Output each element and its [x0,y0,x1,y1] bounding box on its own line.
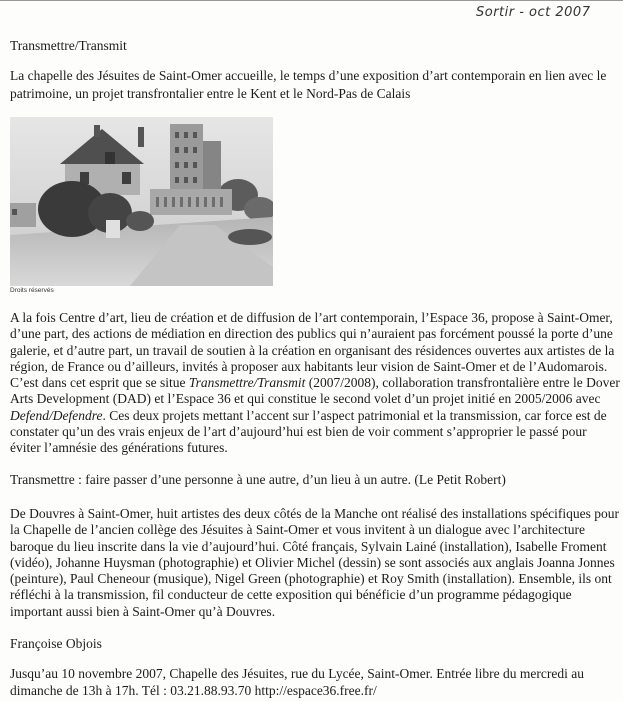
body1-text-b: (2007/2008), collaboration transfrontalière entre le Dover Arts Development (DAD) et l’Espace 36 et qui constitue le second volet d’un projet initié en 2005/2006 avec [10,375,620,407]
body1-text-a: A la fois Centre d’art, lieu de création et de diffusion de l’art contemporain, l’Espace 36, propose à Saint-Omer, d’une part, des actions de médiation en direction des publics qui n’auraient pas forcément poussé la porte d’une galerie, et d’autre part, un travail de soutien à la création en organisant des résidences ouvertes aux artistes de la région, de France ou d’ailleurs, invités à proposer aux habitants leur vision de Saint-Omer et de l’Audomarois. C’est dans cet esprit que se situe [10,310,615,391]
body1-italic-project: Defend/Defendre [10,407,103,423]
body1-italic-title: Transmettre/Transmit [188,375,306,391]
chapel-photo [10,117,273,286]
body-paragraph-2: De Douvres à Saint-Omer, huit artistes des deux côtés de la Manche ont réalisé des installations spécifiques pour la Chapelle de l’ancien collège des Jésuites à Saint-Omer et vous invitent à un dialogue avec l’architecture baroque du lieu inscrite dans la vie d’aujourd’hui. Côté français, Sylvain Lainé (installation), Isabelle Froment (vidéo), Johanne Huysman (photographie) et Olivier Michel (dessin) se sont associés aux anglais Joanna Jonnes (peinture), Paul Cheneour (musique), Nigel Green (photographie) et Roy Smith (installation). Ensemble, ils ont réfléchi à la transmission, fil conducteur de cette exposition qui bénéficie d’un programme pédagogique important aussi bien à Saint-Omer qu’à Douvres. [10,506,620,619]
photo-credit: Droits réservés [10,287,54,294]
handwritten-note: Sortir - oct 2007 [476,5,591,20]
article-title: Transmettre/Transmit [10,38,127,53]
definition-quote: Transmettre : faire passer d’une personne à une autre, d’un lieu à un autre. (Le Petit Robert) [10,472,506,487]
author-name: Françoise Objois [10,636,102,651]
body-paragraph-1 [10,310,620,457]
body1-text-c: . Ces deux projets mettant l’accent sur l’aspect patrimonial et la transmission, car force est de constater qu’un des vrais enjeux de l’art d’aujourd’hui est bien de voir comment s’approprier le passé pour éviter l’amnésie des générations futures. [10,407,607,456]
intro-paragraph: La chapelle des Jésuites de Saint-Omer accueille, le temps d’une exposition d’art contemporain en lien avec le patrimoine, un projet transfrontalier entre le Kent et le Nord-Pas de Calais [10,68,607,101]
practical-info: Jusqu’au 10 novembre 2007, Chapelle des Jésuites, rue du Lycée, Saint-Omer. Entrée libre du mercredi au dimanche de 13h à 17h. Tél : 03.21.88.93.70 http://espace36.free.fr/ [10,666,584,698]
chapel-photo-illustration [10,117,273,286]
